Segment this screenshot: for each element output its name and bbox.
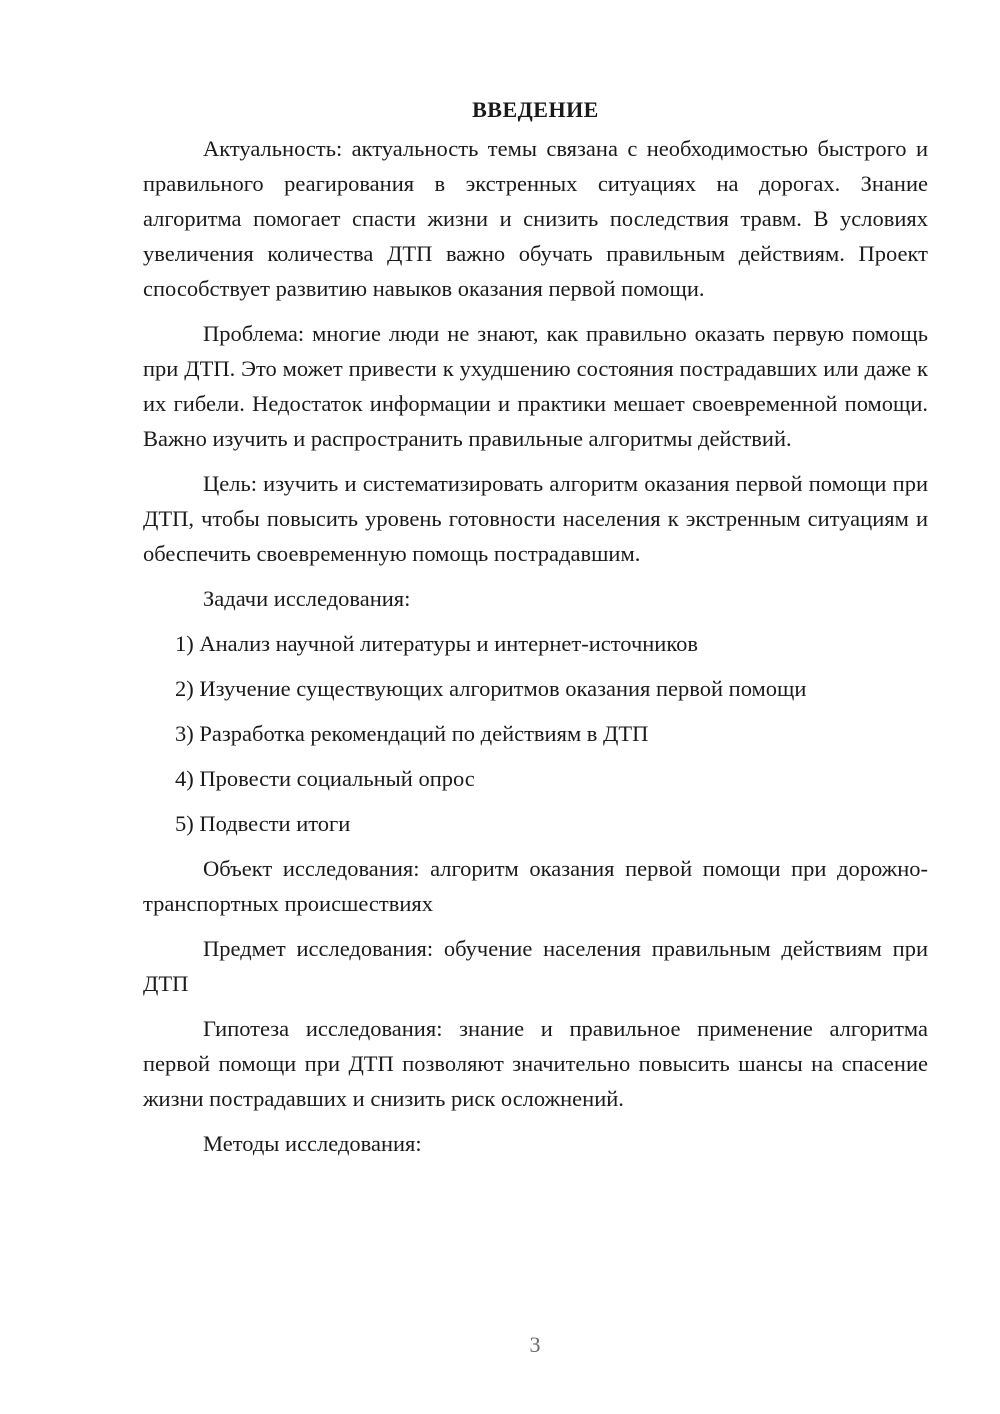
tasks-list <box>143 626 928 841</box>
paragraph-goal: Цель: изучить и систематизировать алгоритм оказания первой помощи при ДТП, чтобы повысить уровень готовности населения к экстренным ситуациям и обеспечить своевременную помощь пострадавшим. <box>143 471 928 566</box>
list-item: 3) Разработка рекомендаций по действиям в ДТП <box>175 721 649 746</box>
list-item: 1) Анализ научной литературы и интернет-источников <box>175 631 699 656</box>
paragraph-subject: Предмет исследования: обучение населения правильным действиям при ДТП <box>143 936 928 996</box>
list-item: 4) Провести социальный опрос <box>175 766 475 791</box>
paragraph-methods-heading: Методы исследования: <box>203 1131 422 1156</box>
paragraph-tasks-heading: Задачи исследования: <box>203 586 411 611</box>
paragraph-problem: Проблема: многие люди не знают, как правильно оказать первую помощь при ДТП. Это может привести к ухудшению состояния пострадавших или даже к их гибели. Недостаток информации и практики мешает своевременной помощи. Важно изучить и распространить правильные алгоритмы действий. <box>143 321 928 451</box>
page-number: 3 <box>529 1332 541 1357</box>
paragraph-hypothesis: Гипотеза исследования: знание и правильное применение алгоритма первой помощи при ДТП позволяют значительно повысить шансы на спасение жизни пострадавших и снизить риск осложнений. <box>143 1016 928 1111</box>
document-page <box>143 92 928 1171</box>
document-title: ВВЕДЕНИЕ <box>472 97 599 122</box>
paragraph-relevance: Актуальность: актуальность темы связана с необходимостью быстрого и правильного реагирования в экстренных ситуациях на дорогах. Знание алгоритма помогает спасти жизни и снизить последствия травм. В условиях увеличения количества ДТП важно обучать правильным действиям. Проект способствует развитию навыков оказания первой помощи. <box>143 136 928 301</box>
list-item: 2) Изучение существующих алгоритмов оказания первой помощи <box>175 676 807 701</box>
paragraph-object: Объект исследования: алгоритм оказания первой помощи при дорожно-транспортных происшествиях <box>143 856 928 916</box>
list-item: 5) Подвести итоги <box>175 811 351 836</box>
